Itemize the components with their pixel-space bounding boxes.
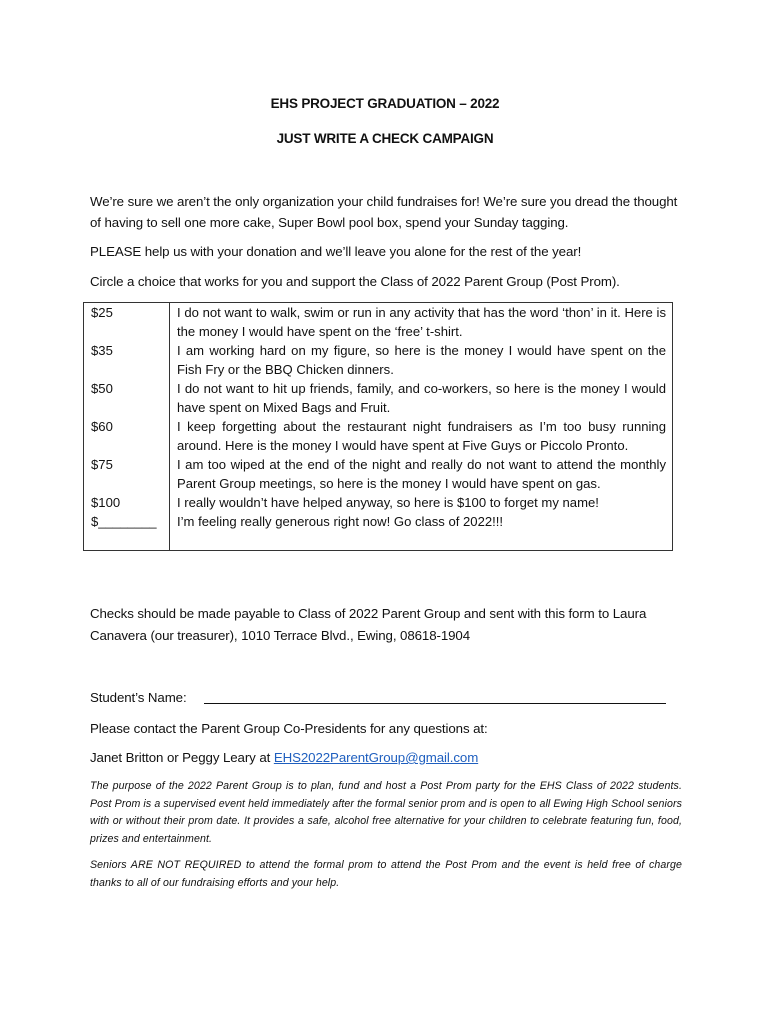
choice-description: I’m feeling really generous right now! Go class of 2022!!! (170, 512, 673, 551)
purpose-note: The purpose of the 2022 Parent Group is to plan, fund and host a Post Prom party for the EHS Class of 2022 students. Post Prom is a supervised event held immediately after the formal senior prom and is open to all Ewing High School seniors with or without their prom date. It provides a safe, alcohol free alternative for your children to celebrate featuring fun, food, prizes and entertainment. (90, 780, 682, 845)
choice-row[interactable] (84, 512, 673, 551)
attendance-note: Seniors ARE NOT REQUIRED to attend the formal prom to attend the Post Prom and the event is held free of charge thanks to all of our fundraising efforts and your help. (90, 859, 682, 889)
page-subtitle: JUST WRITE A CHECK CAMPAIGN (276, 131, 494, 146)
choice-row[interactable] (84, 379, 673, 417)
choice-row[interactable] (84, 417, 673, 455)
plea-paragraph: PLEASE help us with your donation and we’ll leave you alone for the rest of the year! (90, 244, 582, 259)
donation-choices-table (83, 302, 673, 551)
choice-amount: $25 (84, 303, 170, 342)
page-title: EHS PROJECT GRADUATION – 2022 (270, 96, 500, 111)
choice-amount: $75 (84, 455, 170, 493)
intro-paragraph: We’re sure we aren’t the only organization your child fundraises for! We’re sure you dread the thought of having to sell one more cake, Super Bowl pool box, spend your Sunday tagging. (90, 194, 678, 230)
choice-description: I do not want to walk, swim or run in any activity that has the word ‘thon’ in it. Here is the money I would have spent on the ‘free’ t-shirt. (170, 303, 673, 342)
choice-row[interactable] (84, 455, 673, 493)
choice-description: I am working hard on my figure, so here is the money I would have spent on the Fish Fry or the BBQ Chicken dinners. (170, 341, 673, 379)
choice-amount: $60 (84, 417, 170, 455)
student-name-field[interactable] (204, 703, 666, 704)
choice-row[interactable] (84, 303, 673, 342)
choice-description: I keep forgetting about the restaurant night fundraisers as I’m too busy running around. Here is the money I would have spent at Five Guys or Piccolo Pronto. (170, 417, 673, 455)
presidents-line (90, 747, 682, 768)
email-link[interactable]: EHS2022ParentGroup@gmail.com (273, 750, 479, 765)
student-name-label: Student’s Name: (90, 690, 187, 705)
choice-description: I really wouldn’t have helped anyway, so here is $100 to forget my name! (170, 493, 673, 512)
presidents-text: Janet Britton or Peggy Leary at (90, 750, 271, 765)
choice-description: I am too wiped at the end of the night and really do not want to attend the monthly Parent Group meetings, so here is the money I would have spent on gas. (170, 455, 673, 493)
choice-amount: $50 (84, 379, 170, 417)
choice-amount: $100 (84, 493, 170, 512)
choice-row[interactable] (84, 493, 673, 512)
contact-text: Please contact the Parent Group Co-Presidents for any questions at: (90, 721, 488, 736)
choice-amount-custom[interactable]: $________ (84, 512, 170, 551)
choice-description: I do not want to hit up friends, family, and co-workers, so here is the money I would have spent on Mixed Bags and Fruit. (170, 379, 673, 417)
choice-amount: $35 (84, 341, 170, 379)
choice-row[interactable] (84, 341, 673, 379)
instruction-paragraph: Circle a choice that works for you and support the Class of 2022 Parent Group (Post Prom). (90, 274, 620, 289)
payment-instructions: Checks should be made payable to Class of 2022 Parent Group and sent with this form to Laura Canavera (our treasurer), 1010 Terrace Blvd., Ewing, 08618-1904 (90, 606, 647, 643)
